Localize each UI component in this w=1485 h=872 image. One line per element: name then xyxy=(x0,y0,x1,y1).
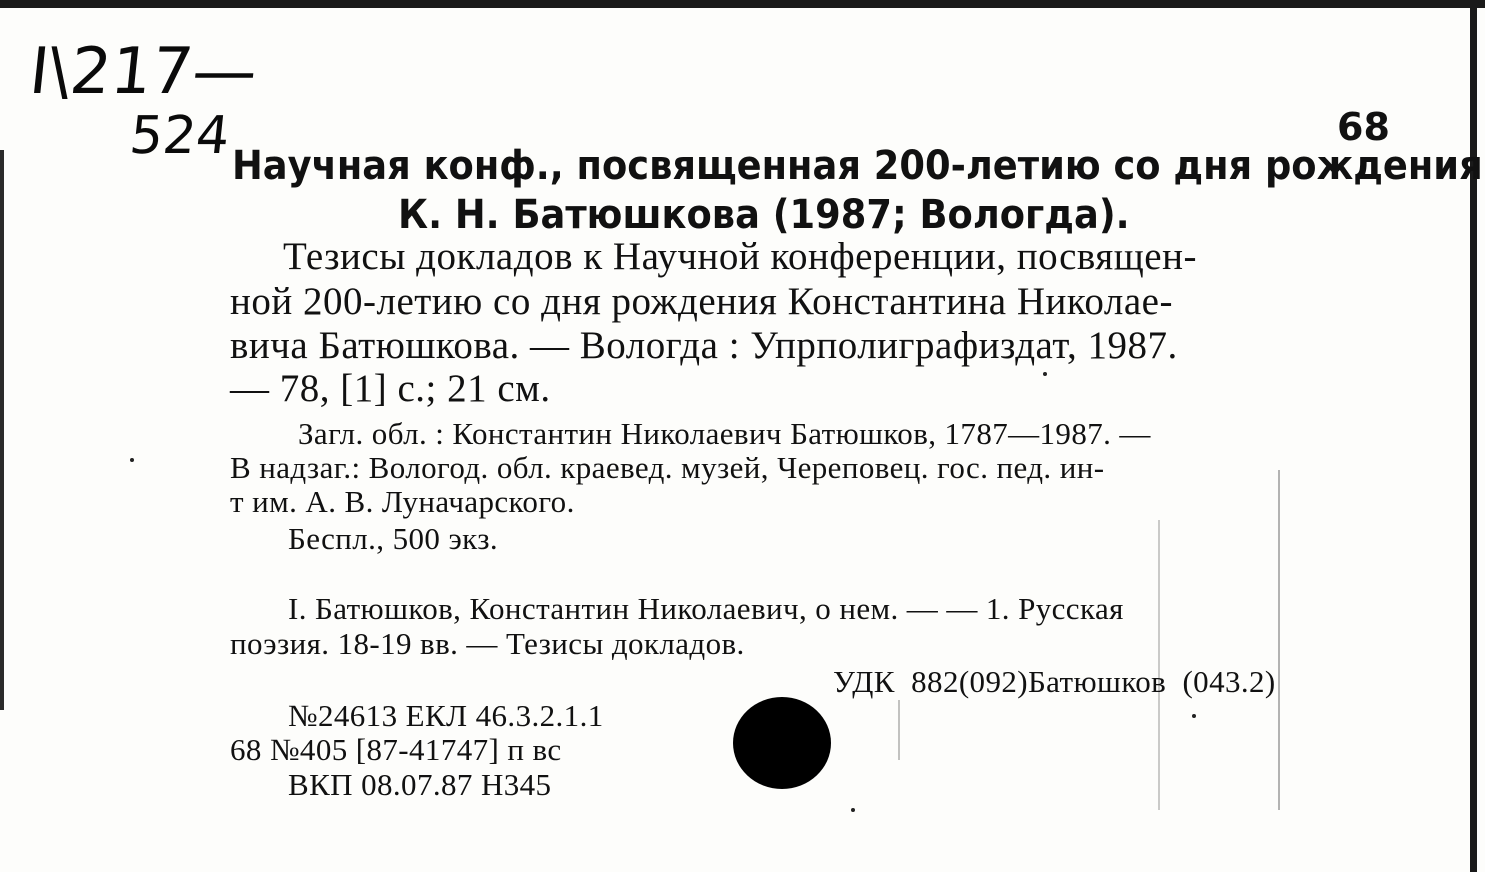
notes-line-2: В надзаг.: Вологод. обл. краевед. музей, Череповец. гос. пед. ин- xyxy=(230,450,1105,485)
card-left-edge xyxy=(0,150,4,710)
heading-line-1: Научная конф., посвященная 200-летию со дня рождения xyxy=(232,143,1483,189)
registration-line-2: 68 №405 [87-41747] п вс xyxy=(230,732,562,767)
subjects-line-1: I. Батюшков, Константин Николаевич, о нем. — — 1. Русская xyxy=(288,591,1124,626)
ink-speck xyxy=(851,808,855,812)
registration-line-1: №24613 ЕКЛ 46.3.2.1.1 xyxy=(288,698,604,733)
registration-line-3: ВКП 08.07.87 Н345 xyxy=(288,767,552,802)
description-line-2: ной 200-летию со дня рождения Константина Николае- xyxy=(230,280,1173,323)
ink-speck xyxy=(130,458,134,462)
notes-line-3: т им. А. В. Луначарского. xyxy=(230,484,575,519)
punched-hole xyxy=(733,697,831,789)
notes-line-4: Беспл., 500 экз. xyxy=(288,521,499,556)
card-number: 68 xyxy=(1337,105,1390,149)
udc-classification: УДК 882(092)Батюшков (043.2) xyxy=(833,664,1276,699)
ink-speck xyxy=(1192,714,1196,718)
notes-line-1: Загл. обл. : Константин Николаевич Батюшков, 1787—1987. — xyxy=(298,416,1151,451)
description-line-3: вича Батюшкова. — Вологда : Упрполиграфиздат, 1987. xyxy=(230,324,1178,367)
heading-line-2: К. Н. Батюшкова (1987; Вологда). xyxy=(398,192,1130,238)
scan-line xyxy=(1278,470,1280,810)
card-top-edge xyxy=(0,0,1485,8)
description-line-4: — 78, [1] с.; 21 см. xyxy=(230,367,551,410)
subjects-line-2: поэзия. 18-19 вв. — Тезисы докладов. xyxy=(230,626,745,661)
description-line-1: Тезисы докладов к Научной конференции, посвящен- xyxy=(283,235,1197,278)
card-right-edge xyxy=(1470,0,1477,872)
handwritten-call-number-line1: Ⅰ\217— xyxy=(26,35,261,109)
handwritten-call-number-line2: 524 xyxy=(126,106,233,166)
ink-speck xyxy=(1043,372,1047,376)
scan-line xyxy=(898,700,900,760)
